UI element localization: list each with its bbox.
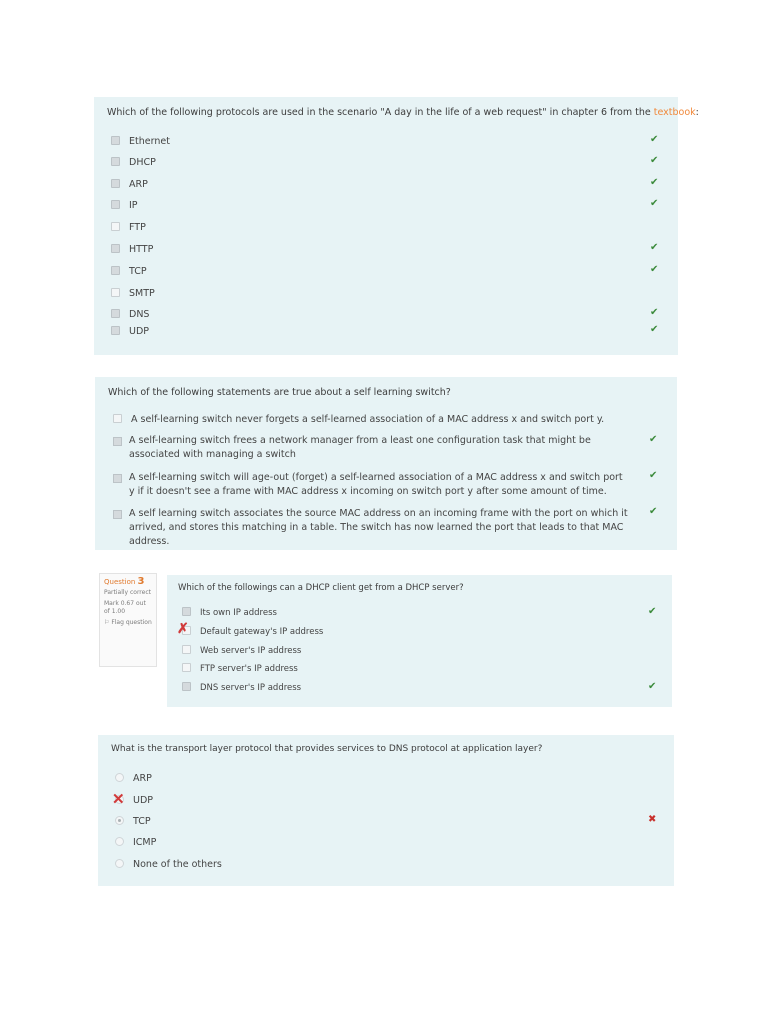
option-label: UDP (129, 326, 149, 337)
checkbox[interactable] (182, 607, 191, 616)
question-state: Partially correct (104, 589, 151, 596)
q2-option-3[interactable]: A self-learning switch will age-out (forget) a self-learned association of a MAC address x and switch port y if it doesn't see a frame with MAC address x incoming on switch port y after some amount of time. (129, 472, 623, 497)
option-label: Web server's IP address (200, 646, 302, 656)
textbook-link[interactable]: textbook (653, 107, 696, 118)
question-2-card (95, 377, 677, 550)
check-icon: ✔ (650, 198, 659, 209)
q4-option-tcp[interactable] (115, 816, 151, 827)
question-2-text: Which of the following statements are true about a self learning switch? (108, 387, 451, 398)
flag-icon: ⚐ (104, 619, 110, 626)
check-icon: ✔ (649, 506, 658, 517)
q1-option-udp[interactable] (111, 326, 149, 337)
option-label: A self-learning switch never forgets a self-learned association of a MAC address x and switch port y. (131, 414, 605, 425)
check-icon: ✔ (650, 242, 659, 253)
option-label: None of the others (133, 859, 222, 870)
q4-option-none[interactable] (115, 859, 222, 870)
checkbox[interactable] (111, 179, 120, 188)
q2-option-4[interactable]: A self learning switch associates the source MAC address on an incoming frame with the port on which it arrived, and stores this matching in a table. The switch has now learned the port that leads to that MAC address. (129, 508, 628, 547)
checkbox[interactable] (111, 200, 120, 209)
check-icon: ✔ (649, 434, 658, 445)
question-3-text: Which of the followings can a DHCP client get from a DHCP server? (178, 583, 464, 593)
option-label: FTP (129, 222, 146, 233)
checkbox[interactable] (182, 663, 191, 672)
option-label: UDP (133, 795, 153, 806)
q3-option-own-ip[interactable] (182, 608, 277, 618)
question-1-text (107, 107, 699, 118)
q1-option-tcp[interactable] (111, 266, 147, 277)
option-label: TCP (129, 266, 147, 277)
q3-option-web-server[interactable] (182, 646, 301, 656)
q2-option-1[interactable] (113, 414, 604, 425)
q3-option-dns-server[interactable] (182, 683, 301, 693)
q4-option-icmp[interactable] (115, 837, 156, 848)
question-1-text-main: Which of the following protocols are used in the scenario "A day in the life of a web request" in chapter 6 from the (107, 107, 654, 118)
q1-option-ip[interactable] (111, 200, 138, 211)
question-label: Question (104, 578, 136, 586)
checkbox[interactable] (111, 266, 120, 275)
q1-option-dhcp[interactable] (111, 157, 156, 168)
check-icon: ✔ (650, 324, 659, 335)
checkbox[interactable] (113, 437, 122, 446)
check-icon: ✔ (650, 177, 659, 188)
option-label: DHCP (129, 157, 156, 168)
check-icon: ✔ (650, 155, 659, 166)
radio-button[interactable] (115, 837, 124, 846)
option-label: ARP (129, 179, 148, 190)
option-label: ICMP (133, 837, 157, 848)
option-label: ARP (133, 773, 152, 784)
handwritten-cross-icon: ✕ (112, 790, 125, 808)
question-1-text-end: : (695, 107, 699, 118)
checkbox[interactable] (182, 645, 191, 654)
checkbox[interactable] (113, 414, 122, 423)
question-4-card (98, 735, 674, 886)
option-label: IP (129, 200, 138, 211)
option-label: TCP (133, 816, 151, 827)
check-icon: ✔ (648, 606, 657, 617)
check-icon: ✔ (648, 681, 657, 692)
check-icon: ✔ (649, 470, 658, 481)
question-number-value: 3 (137, 576, 145, 587)
option-label: Default gateway's IP address (200, 627, 324, 637)
cross-icon: ✖ (648, 814, 657, 825)
checkbox[interactable] (111, 157, 120, 166)
q1-option-dns[interactable] (111, 309, 149, 320)
q1-option-ethernet[interactable] (111, 136, 170, 147)
checkbox[interactable] (111, 309, 120, 318)
q1-option-arp[interactable] (111, 179, 148, 190)
question-1-card (94, 97, 699, 355)
radio-button[interactable] (115, 816, 124, 825)
q1-option-http[interactable] (111, 244, 153, 255)
option-label: Ethernet (129, 136, 170, 147)
checkbox[interactable] (113, 474, 122, 483)
radio-button[interactable] (115, 773, 124, 782)
option-label: FTP server's IP address (200, 664, 298, 674)
check-icon: ✔ (650, 134, 659, 145)
option-label: DNS server's IP address (200, 683, 302, 693)
option-label: SMTP (129, 288, 155, 299)
checkbox[interactable] (111, 222, 120, 231)
q3-option-default-gateway[interactable] (182, 627, 323, 637)
question-mark: Mark 0.67 out of 1.00 (104, 600, 146, 615)
checkbox[interactable] (111, 136, 120, 145)
q3-option-ftp-server[interactable] (182, 664, 298, 674)
flag-label: Flag question (111, 619, 152, 626)
q4-option-arp[interactable] (115, 773, 152, 784)
question-4-text: What is the transport layer protocol that provides services to DNS protocol at application layer? (111, 744, 543, 754)
flag-question-link[interactable] (104, 619, 152, 627)
checkbox[interactable] (182, 682, 191, 691)
q1-option-smtp[interactable] (111, 288, 155, 299)
option-label: DNS (129, 309, 150, 320)
handwritten-cross-icon: ✗ (177, 621, 189, 637)
checkbox[interactable] (111, 326, 120, 335)
checkbox[interactable] (113, 510, 122, 519)
q2-option-2[interactable]: A self-learning switch frees a network manager from a least one configuration task that might be associated with managing a switch (129, 435, 591, 460)
question-3-card (167, 575, 672, 707)
option-label: HTTP (129, 244, 154, 255)
checkbox[interactable] (111, 244, 120, 253)
question-info-panel (99, 573, 157, 667)
check-icon: ✔ (650, 264, 659, 275)
radio-button[interactable] (115, 859, 124, 868)
checkbox[interactable] (111, 288, 120, 297)
q1-option-ftp[interactable] (111, 222, 146, 233)
option-label: Its own IP address (200, 608, 277, 618)
check-icon: ✔ (650, 307, 659, 318)
question-number (104, 578, 152, 586)
